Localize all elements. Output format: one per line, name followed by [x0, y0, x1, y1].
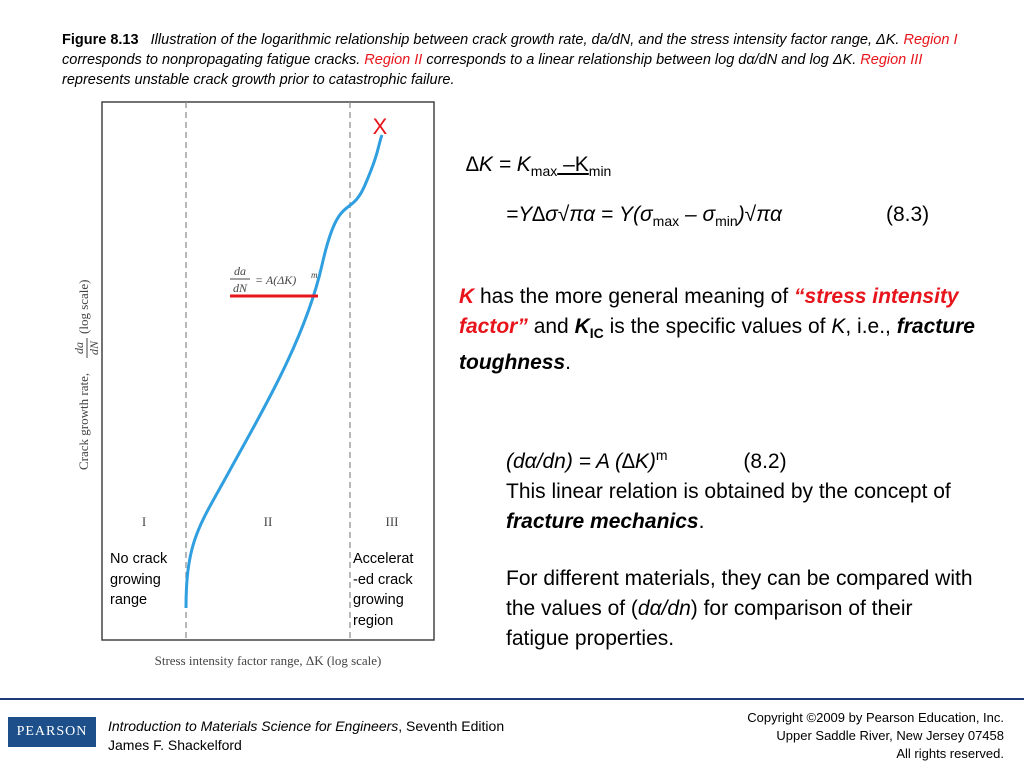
right-note-line: region: [353, 612, 394, 629]
eq2-part2: – σ: [679, 203, 716, 226]
right-region-note: [353, 549, 413, 631]
y-axis-frac-num: da: [72, 342, 86, 354]
eq1-sub-max: max: [530, 163, 558, 180]
paragraph-k-meaning: [459, 282, 979, 378]
eq82-number: (8.2): [743, 450, 787, 473]
paragraph-comparison: [506, 564, 976, 654]
p2-fracture-mechanics: fracture mechanics: [506, 510, 699, 533]
pearson-logo: PEARSON: [8, 717, 96, 747]
publisher-address: Upper Saddle River, New Jersey 07458: [776, 728, 1004, 743]
region-III-tick: III: [385, 514, 399, 529]
y-axis-label-suffix: (log scale): [76, 279, 91, 334]
eq2-sub-max: max: [652, 213, 680, 230]
p1-kic-sub: IC: [589, 325, 604, 342]
eq82-exp: m: [655, 447, 668, 463]
chart-eq-denominator: dN: [232, 281, 248, 295]
caption-text-2: corresponds to nonpropagating fatigue cracks.: [62, 52, 361, 68]
failure-x-marker: X: [372, 114, 388, 139]
eq2-part3: )√πα: [737, 203, 782, 226]
left-note-line: No crack: [110, 551, 168, 567]
figure-caption: [62, 30, 972, 90]
p1-text-2: and: [527, 315, 575, 338]
caption-text-3: corresponds to a linear relationship between log dα/dN and log ΔK.: [426, 52, 857, 68]
y-axis-label-text: Crack growth rate,: [76, 372, 91, 470]
paragraph-eq-8-2: [506, 440, 976, 537]
p2-text-1: This linear relation is obtained by the concept of: [506, 480, 951, 503]
book-citation: [108, 717, 504, 755]
eq-8-2-line: [506, 440, 976, 477]
region-II-tick: II: [263, 514, 273, 529]
y-axis-frac-den: dN: [87, 340, 101, 356]
chart-eq-exponent: m: [311, 270, 318, 280]
p1-k2: K: [831, 315, 846, 338]
p2-text-2: .: [698, 510, 705, 533]
left-note-line: growing: [110, 571, 161, 588]
region-2-label: Region II: [364, 52, 423, 68]
book-title: Introduction to Materials Science for Engineers: [108, 718, 399, 734]
caption-text-4: represents unstable crack growth prior to catastrophic failure.: [62, 72, 455, 88]
eq1-mid: –K: [557, 153, 589, 176]
equation-8-3: [506, 203, 782, 229]
right-note-line: Accelerat: [353, 551, 414, 567]
book-author: James F. Shackelford: [108, 737, 242, 753]
y-axis-label: [72, 279, 101, 470]
region-1-label: Region I: [903, 32, 958, 48]
p1-kic: K: [574, 315, 590, 338]
eq1-lhs: ∆K = K: [466, 153, 531, 176]
copyright-line: Copyright ©2009 by Pearson Education, Inc.: [747, 710, 1004, 725]
equation-number-8-3: (8.3): [886, 203, 930, 226]
eq2-sub-min: min: [715, 213, 738, 230]
crack-growth-chart: [60, 100, 440, 680]
equation-delta-k: [466, 153, 611, 179]
p1-text-1: has the more general meaning of: [474, 285, 795, 308]
right-note-line: growing: [353, 592, 404, 608]
p1-k: K: [459, 285, 475, 308]
crack-growth-curve: [186, 135, 382, 608]
p1-text-4: , i.e.,: [845, 315, 897, 338]
figure-label: Figure 8.13: [62, 32, 139, 48]
p1-text-5: .: [565, 351, 572, 375]
left-region-note: [110, 549, 167, 611]
x-axis-label: Stress intensity factor range, ΔK (log scale): [154, 653, 382, 668]
book-edition: , Seventh Edition: [398, 718, 505, 734]
eq2-part1: =Y∆σ√πα = Y(σ: [506, 203, 653, 226]
footer-rule: [0, 698, 1024, 700]
region-I-tick: I: [141, 514, 147, 529]
chart-eq-rhs: = A(ΔK): [255, 273, 297, 287]
p3-italic: dα/dn: [637, 597, 691, 620]
rights-line: All rights reserved.: [896, 746, 1004, 761]
p3-text-2: ) for comparison of their fatigue properties.: [506, 597, 913, 650]
caption-text-1: Illustration of the logarithmic relationship between crack growth rate, da/dN, and the stress intensity factor range, ΔK.: [150, 32, 900, 48]
left-note-line: range: [110, 592, 148, 608]
p1-emph: “stress intensity factor”: [459, 285, 959, 338]
right-note-line: -ed crack: [353, 571, 413, 588]
chart-eq-numerator: da: [234, 264, 246, 278]
p1-fracture-toughness: fracture toughness: [459, 315, 975, 375]
region-3-label: Region III: [860, 52, 923, 68]
copyright-block: [747, 709, 1004, 763]
p1-text-3: is the specific values of: [603, 315, 832, 338]
eq82-left: (dα/dn) = A (∆K): [506, 450, 656, 473]
eq1-sub-min: min: [588, 163, 612, 180]
p3-text-1: For different materials, they can be compared with the values of (: [506, 567, 973, 620]
